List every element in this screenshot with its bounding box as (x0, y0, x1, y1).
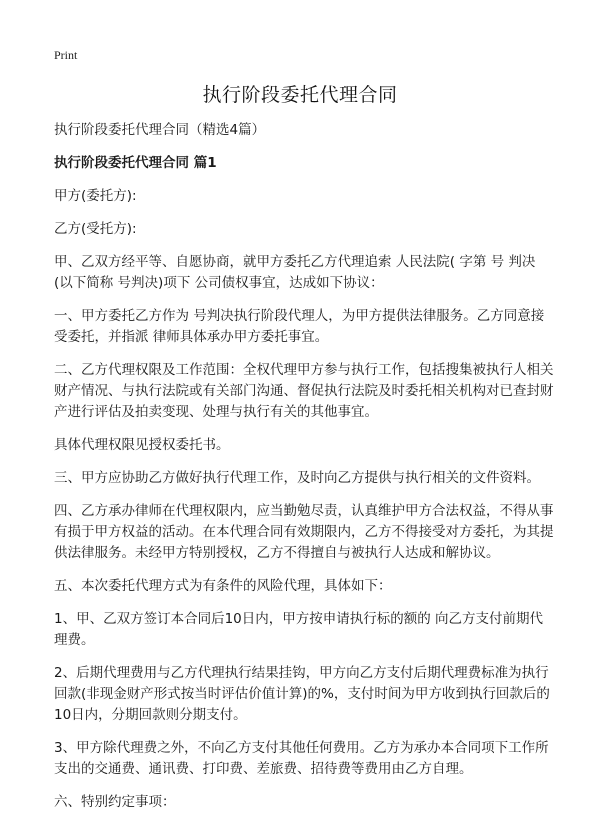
paragraph-clause-3: 三、甲方应协助乙方做好执行代理工作，及时向乙方提供与执行相关的文件资料。 (54, 470, 540, 486)
document-title: 执行阶段委托代理合同 (202, 84, 398, 106)
paragraph-clause-6: 六、特别约定事项： (54, 794, 176, 810)
print-label: Print (54, 48, 78, 62)
paragraph-party-a: 甲方(委托方): (54, 188, 137, 204)
document-subtitle: 执行阶段委托代理合同（精选4篇） (54, 122, 266, 138)
paragraph-clause-1: 一、甲方委托乙方作为 号判决执行阶段代理人，为甲方提供法律服务。乙方同意接受委托，并指派 律师具体承办甲方委托事宜。 (54, 308, 545, 345)
paragraph-clause-5-1: 1、甲、乙双方签订本合同后10日内，甲方按申请执行标的额的 向乙方支付前期代理费。 (54, 611, 544, 648)
paragraph-preamble: 甲、乙双方经平等、自愿协商，就甲方委托乙方代理追索 人民法院( 字第 号 判决(以下简称 号判决)项下 公司债权事宜，达成如下协议： (54, 254, 536, 291)
document-body (54, 120, 554, 825)
paragraph-clause-2: 二、乙方代理权限及工作范围：全权代理甲方参与执行工作，包括搜集被执行人相关财产情况、与执行法院或有关部门沟通、督促执行法院及时委托相关机构对已查封财产进行评估及拍卖变现、处理与执行有关的其他事宜。 (54, 362, 554, 420)
paragraph-clause-5-3: 3、甲方除代理费之外，不向乙方支付其他任何费用。乙方为承办本合同项下工作所支出的交通费、通讯费、打印费、差旅费、招待费等费用由乙方自理。 (54, 740, 549, 777)
section-heading: 执行阶段委托代理合同 篇1 (54, 155, 217, 171)
paragraph-clause-5-2: 2、后期代理费用与乙方代理执行结果挂钩，甲方向乙方支付后期代理费标准为执行回款(非现金财产形式按当时评估价值计算)的%，支付时间为甲方收到执行回款后的10日内，分期回款则分期支付。 (54, 665, 550, 723)
paragraph-clause-4: 四、乙方承办律师在代理权限内，应当勤勉尽责，认真维护甲方合法权益，不得从事有损于甲方权益的活动。在本代理合同有效期限内，乙方不得接受对方委托，为其提供法律服务。未经甲方特别授权，乙方不得擅自与被执行人达成和解协议。 (54, 503, 554, 561)
paragraph-clause-5: 五、本次委托代理方式为有条件的风险代理，具体如下： (54, 578, 392, 594)
paragraph-party-b: 乙方(受托方): (54, 221, 137, 237)
paragraph-authority-note: 具体代理权限见授权委托书。 (54, 437, 230, 453)
